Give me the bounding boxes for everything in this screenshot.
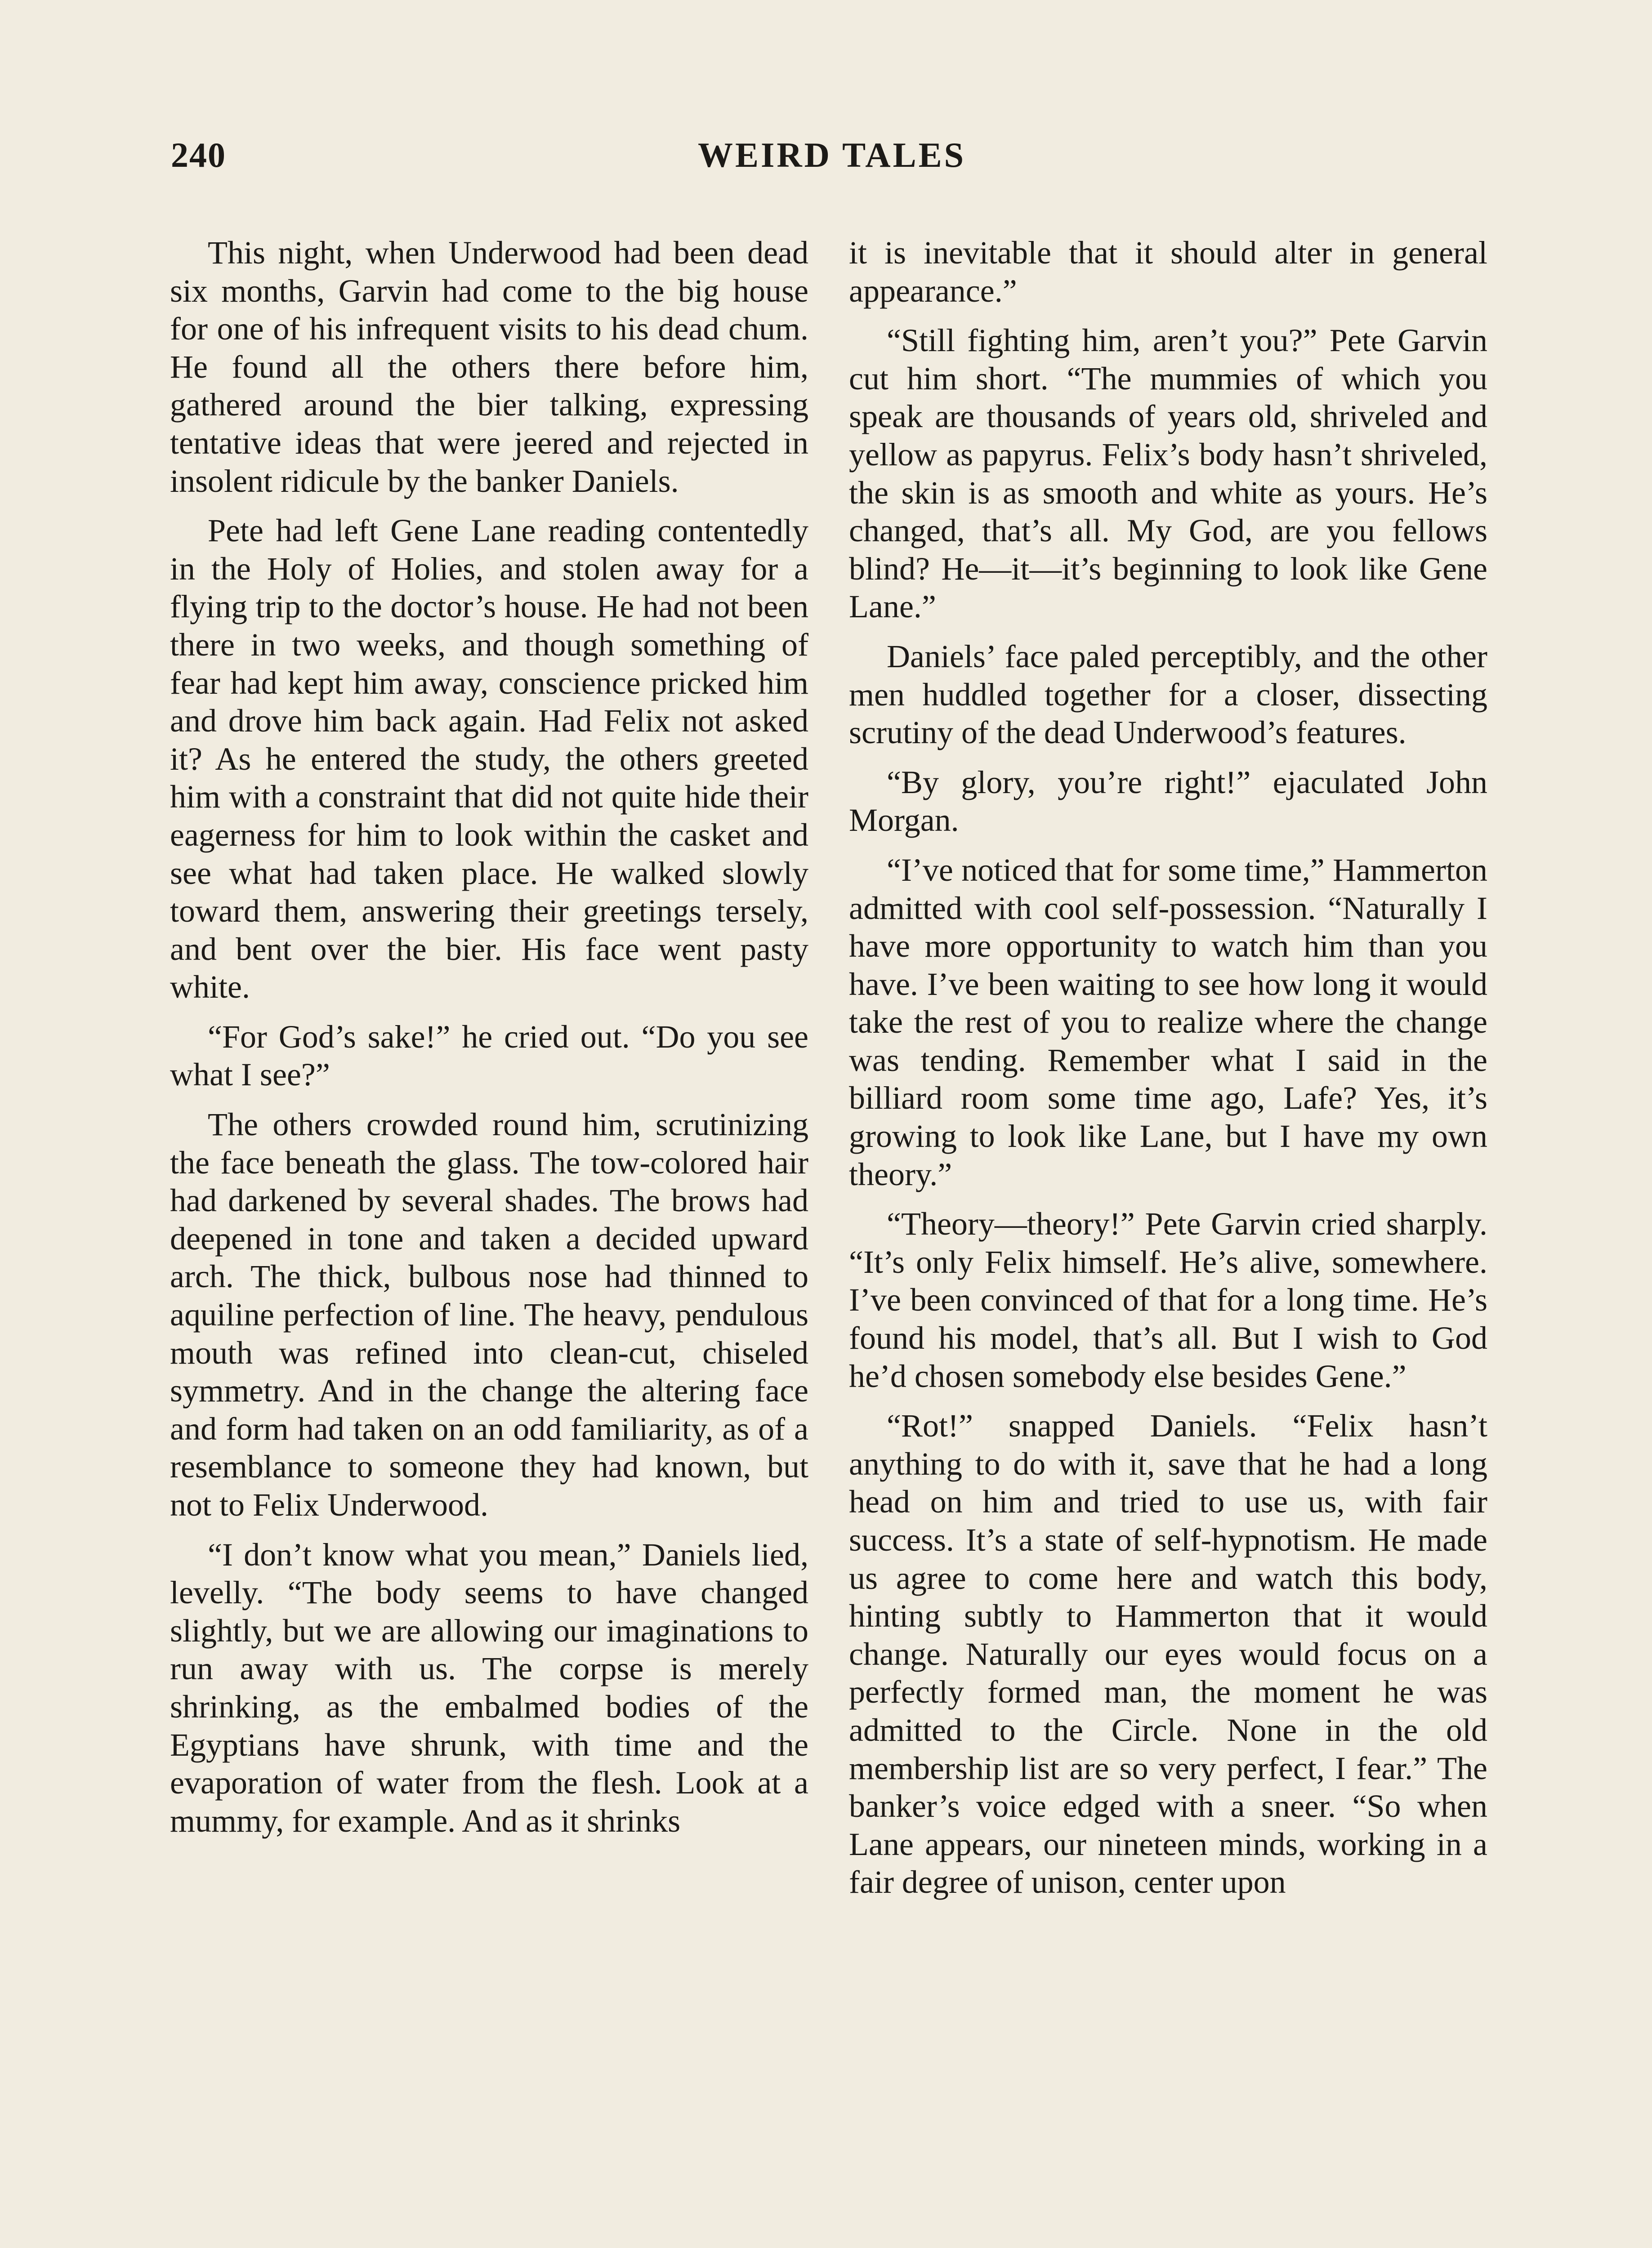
paragraph: “I don’t know what you mean,” Daniels lied, levelly. “The body seems to have changed slightly, but we are allowing our imaginations to run away with us. The corpse is merely shrinking, as the embalmed bodies of the Egyptians have shrunk, with time and the evaporation of water from the flesh. Look at a mummy, for example. And as it shrinks bbox=[170, 1536, 808, 1839]
page-number: 240 bbox=[171, 135, 226, 174]
paragraph: “For God’s sake!” he cried out. “Do you see what I see?” bbox=[170, 1018, 808, 1093]
paragraph: Pete had left Gene Lane reading contentedly in the Holy of Holies, and stolen away for a flying trip to the doctor’s house. He had not been there in two weeks, and though something of fear had kept him away, conscience pricked him and drove him back again. Had Felix not asked it? As he entered the study, the others greeted him with a constraint that did not quite hide their eagerness for him to look within the casket and see what had taken place. He walked slowly toward them, answering their greetings tersely, and bent over the bier. His face went pasty white. bbox=[170, 513, 808, 1005]
paragraph: The others crowded round him, scrutinizing the face beneath the glass. The tow-colored hair had darkened by several shades. The brows had deepened in tone and taken a decided upward arch. The thick, bulbous nose had thinned to aquiline perfection of line. The heavy, pendulous mouth was refined into clean-cut, chiseled symmetry. And in the change the altering face and form had taken on an odd familiarity, as of a resemblance to someone they had known, but not to Felix Underwood. bbox=[170, 1106, 808, 1523]
page-header bbox=[171, 135, 1493, 189]
paragraph: Daniels’ face paled perceptibly, and the other men huddled together for a closer, dissecting scrutiny of the dead Underwood’s features. bbox=[849, 638, 1487, 751]
paragraph: “I’ve noticed that for some time,” Hammerton admitted with cool self-possession. “Naturally I have more opportunity to watch him than you have. I’ve been waiting to see how long it would take the rest of you to realize where the change was tending. Remember what I said in the billiard room some time ago, Lafe? Yes, it’s growing to look like Lane, but I have my own theory.” bbox=[849, 852, 1487, 1192]
paragraph: “Theory—theory!” Pete Garvin cried sharply. “It’s only Felix himself. He’s alive, somewhere. I’ve been convinced of that for a long time. He’s found his model, that’s all. But I wish to God he’d chosen somebody else besides Gene.” bbox=[849, 1206, 1487, 1394]
left-column bbox=[170, 234, 808, 1840]
paragraph: “By glory, you’re right!” ejaculated John Morgan. bbox=[849, 764, 1487, 839]
paragraph: This night, when Underwood had been dead six months, Garvin had come to the big house for one of his infrequent visits to his dead chum. He found all the others there before him, gathered around the bier talking, expressing tentative ideas that were jeered and rejected in insolent ridicule by the banker Daniels. bbox=[170, 235, 808, 499]
paragraph: “Still fighting him, aren’t you?” Pete Garvin cut him short. “The mummies of which you speak are thousands of years old, shriveled and yellow as papyrus. Felix’s body hasn’t shriveled, the skin is as smooth and white as yours. He’s changed, that’s all. My God, are you fellows blind? He—it—it’s beginning to look like Gene Lane.” bbox=[849, 322, 1487, 625]
paragraph: “Rot!” snapped Daniels. “Felix hasn’t anything to do with it, save that he had a long head on him and tried to use us, with fair success. It’s a state of self-hypnotism. He made us agree to come here and watch this body, hinting subtly to Hammerton that it would change. Naturally our eyes would focus on a perfectly formed man, the moment he was admitted to the Circle. None in the old membership list are so very perfect, I fear.” The banker’s voice edged with a sneer. “So when Lane appears, our nineteen minds, working in a fair degree of unison, center upon bbox=[849, 1408, 1487, 1900]
running-title: WEIRD TALES bbox=[697, 135, 966, 174]
paragraph-continued: it is inevitable that it should alter in general appearance.” bbox=[849, 235, 1487, 309]
right-column bbox=[849, 234, 1487, 1901]
